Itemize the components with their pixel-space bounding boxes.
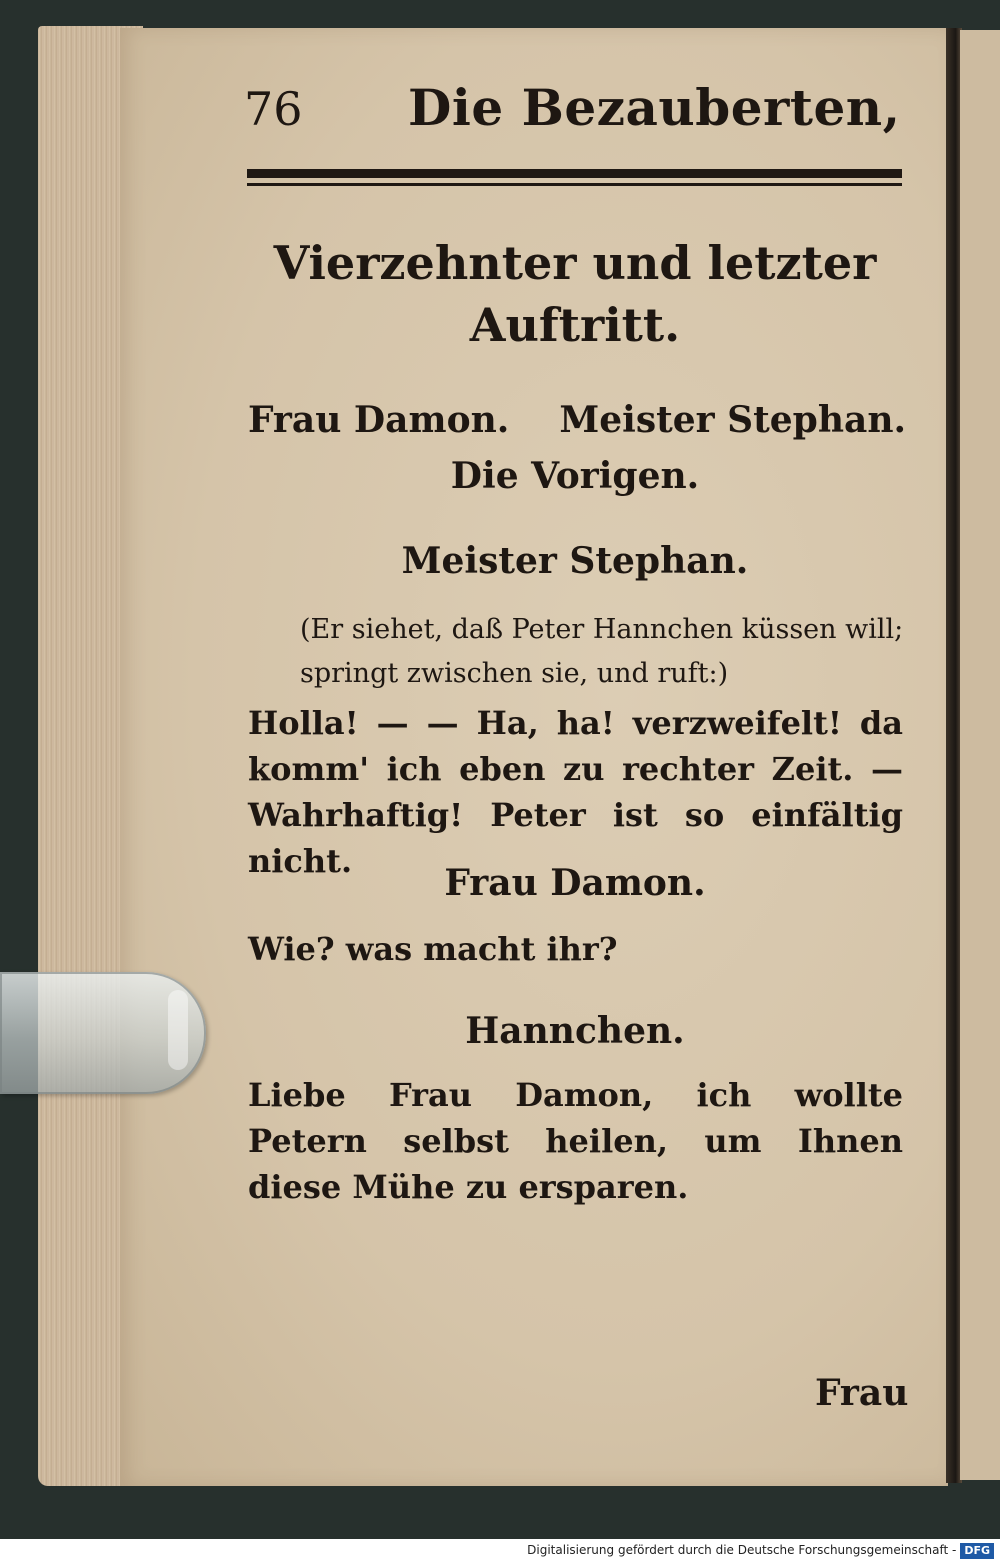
speech-text: Wie? was macht ihr? <box>248 930 618 968</box>
digitization-footer <box>0 1539 1000 1561</box>
stage-direction: (Er siehet, daß Peter Hannchen küssen will; springt zwischen sie, und ruft:) <box>300 614 904 689</box>
cast-list <box>248 392 907 504</box>
speech-text: Liebe Frau Damon, ich wollte Petern selbst heilen, um Ihnen diese Mühe zu ersparen. <box>248 1076 903 1206</box>
catchword: Frau <box>815 1372 909 1414</box>
scene-title <box>248 232 902 356</box>
scene-title-line-2: Auftritt. <box>469 298 681 352</box>
cast-line-1: Frau Damon. Meister Stephan. <box>248 399 907 441</box>
header-rule-thick <box>247 169 902 178</box>
running-head: Die Bezauberten, <box>408 78 901 137</box>
header-rule-thin <box>247 183 902 186</box>
speaker-name: Hannchen. <box>465 1010 685 1052</box>
dfg-logo: DFG <box>960 1543 994 1559</box>
speaker-name: Frau Damon. <box>444 862 706 904</box>
speech-text: Holla! — — Ha, ha! verzweifelt! da komm' ich eben zu rechter Zeit. — Wahrhaftig! Peter ist so einfältig nicht. <box>248 704 903 880</box>
facing-page-edge <box>960 30 1000 1480</box>
scene-title-line-1: Vierzehnter und letzter <box>273 236 877 290</box>
glass-page-holder <box>0 972 206 1094</box>
cast-line-2: Die Vorigen. <box>450 455 700 497</box>
speaker-name: Meister Stephan. <box>401 540 749 582</box>
footer-text: Digitalisierung gefördert durch die Deutsche Forschungsgemeinschaft - <box>527 1543 957 1557</box>
page-number: 76 <box>244 82 303 136</box>
glass-shine <box>168 990 188 1070</box>
